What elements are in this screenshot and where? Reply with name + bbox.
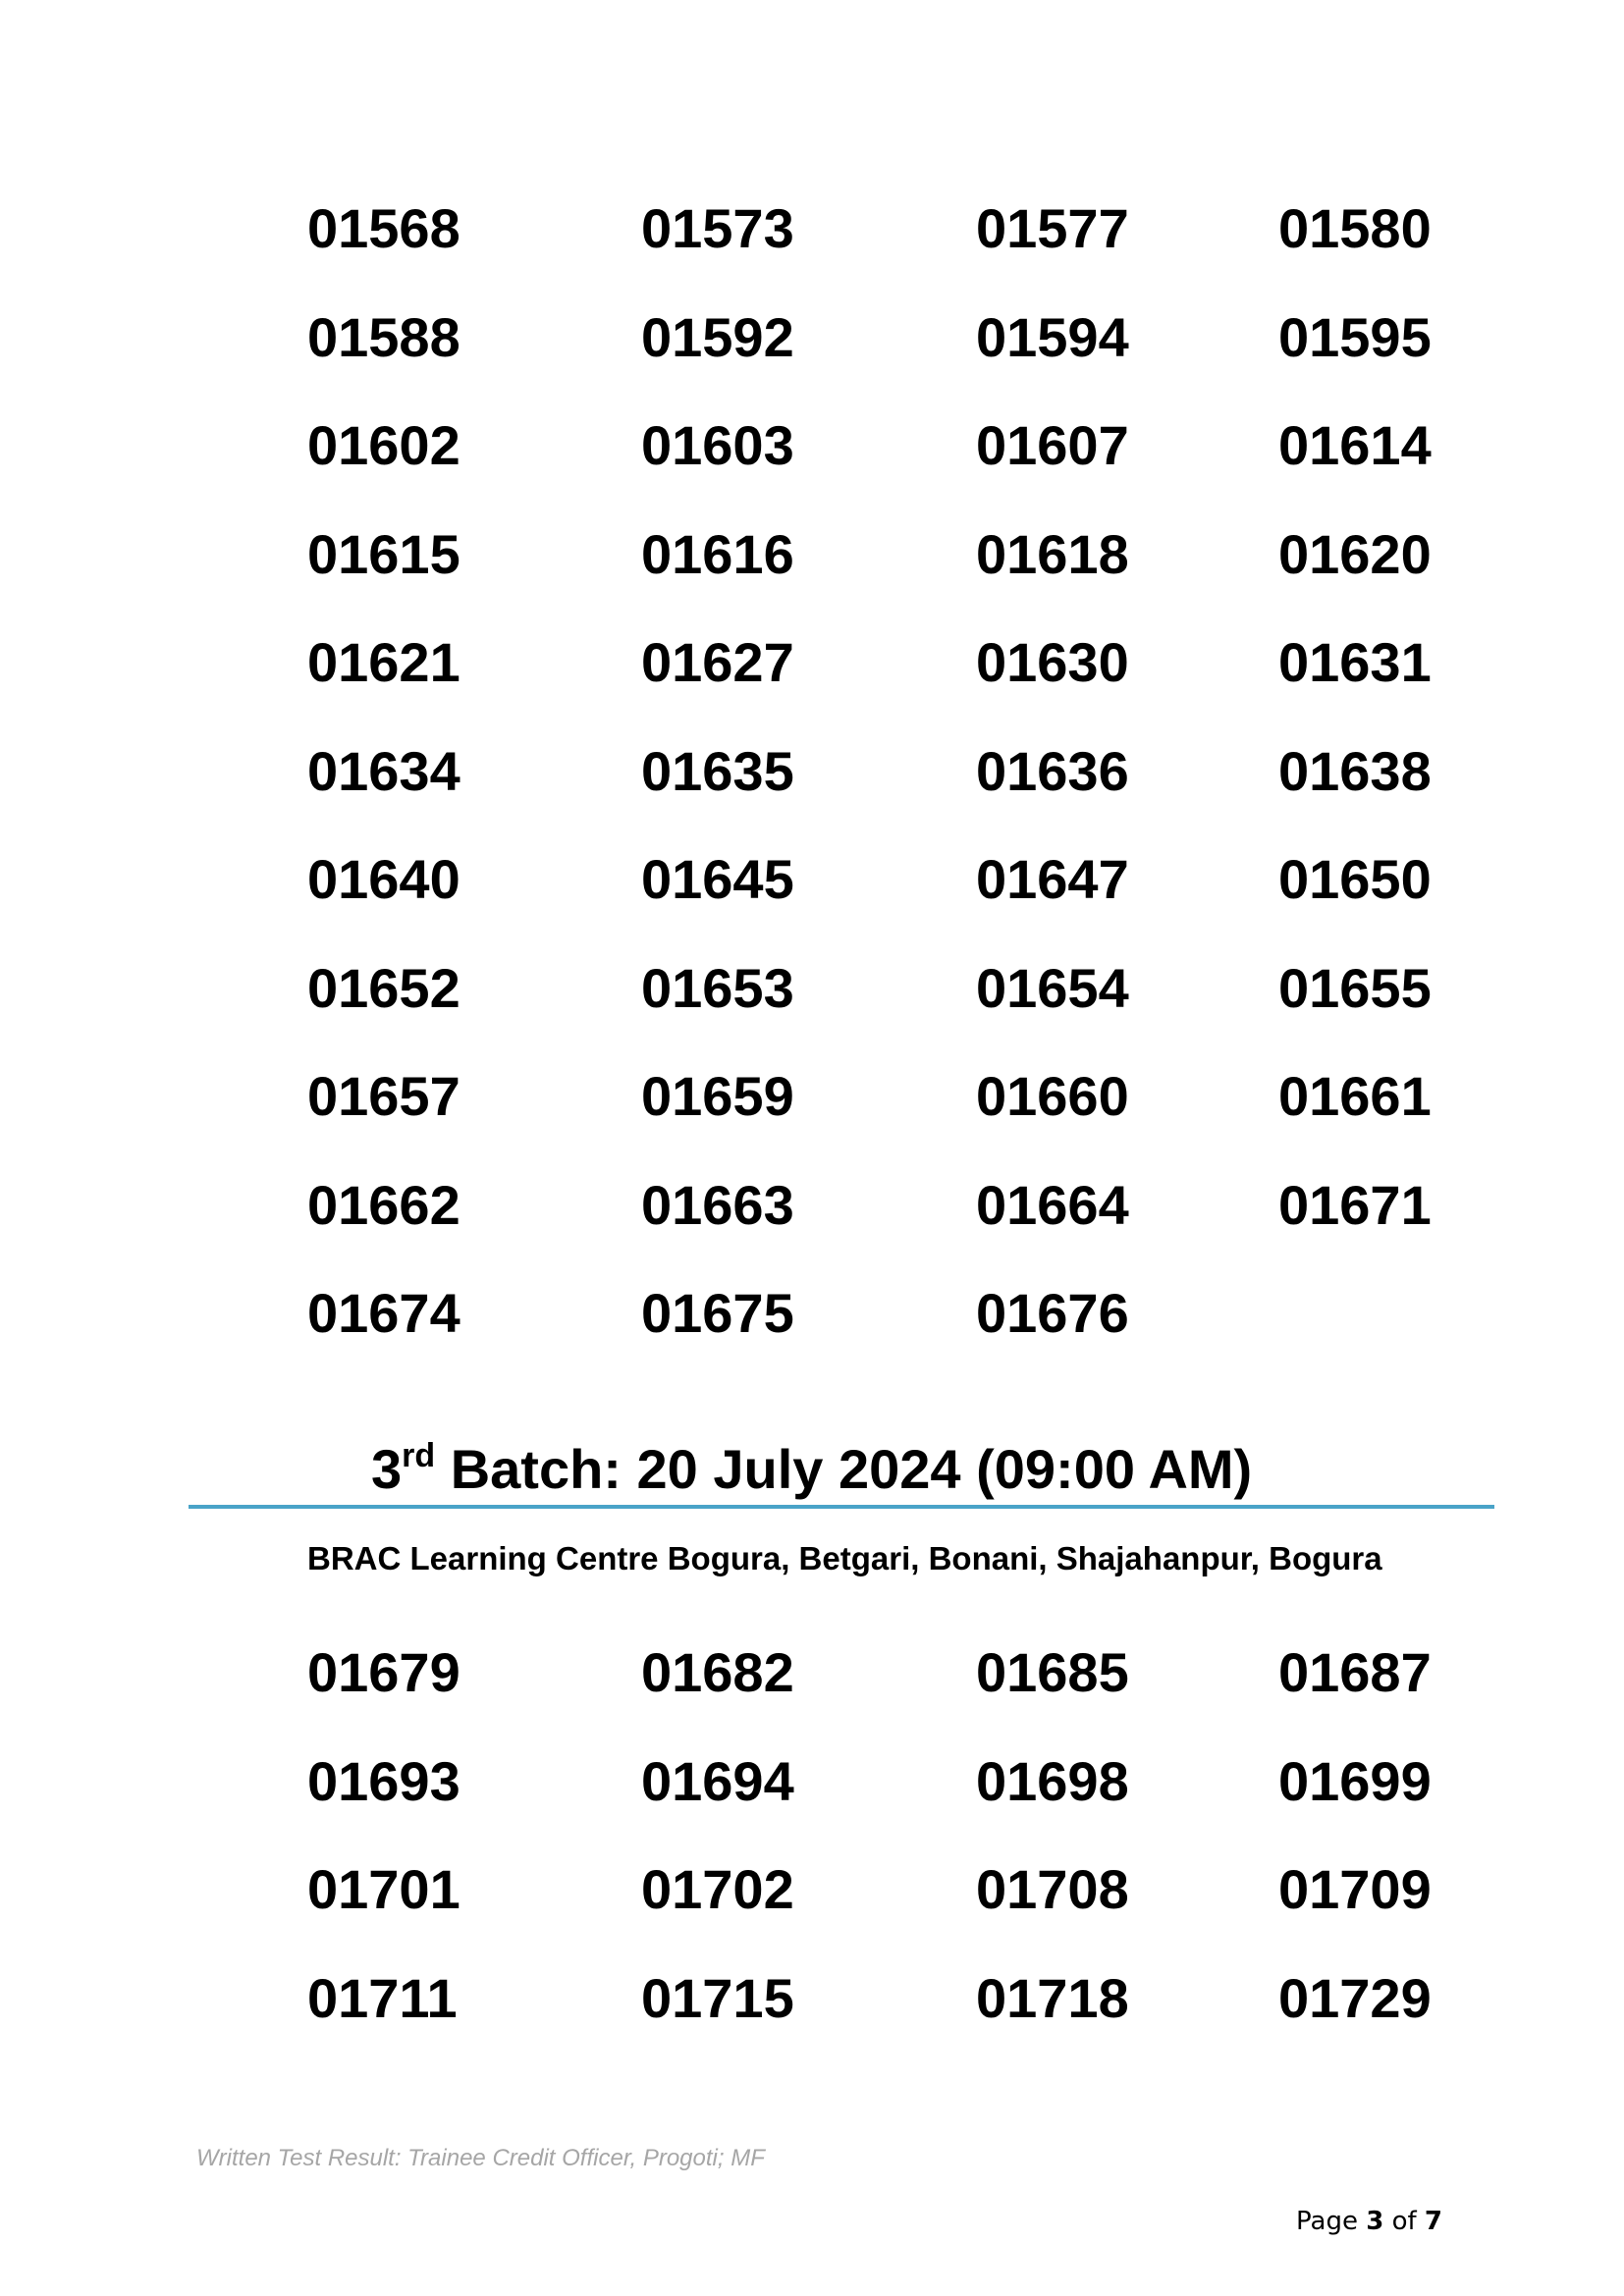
roll-number: 01687 <box>1278 1641 1432 1703</box>
roll-number: 01573 <box>641 197 794 259</box>
roll-number: 01614 <box>1278 414 1432 476</box>
roll-number: 01652 <box>307 957 460 1019</box>
roll-number: 01657 <box>307 1065 460 1127</box>
roll-number: 01711 <box>307 1967 458 2029</box>
roll-number: 01602 <box>307 414 460 476</box>
roll-row <box>0 194 1624 263</box>
roll-number: 01594 <box>976 306 1129 368</box>
roll-number: 01577 <box>976 197 1129 259</box>
roll-row <box>0 1279 1624 1348</box>
venue-line: BRAC Learning Centre Bogura, Betgari, Bonani, Shajahanpur, Bogura <box>307 1540 1382 1576</box>
roll-number: 01655 <box>1278 957 1432 1019</box>
roll-number: 01661 <box>1278 1065 1432 1127</box>
roll-row <box>0 1062 1624 1131</box>
roll-row <box>0 1638 1624 1707</box>
section-divider <box>189 1505 1494 1509</box>
roll-number: 01662 <box>307 1174 460 1236</box>
roll-number: 01729 <box>1278 1967 1432 2029</box>
page-prefix: Page <box>1296 2207 1367 2236</box>
roll-row <box>0 520 1624 589</box>
roll-number: 01588 <box>307 306 460 368</box>
roll-number: 01654 <box>976 957 1129 1019</box>
roll-number: 01615 <box>307 523 460 585</box>
roll-number: 01636 <box>976 740 1129 802</box>
roll-row <box>0 954 1624 1023</box>
roll-number: 01674 <box>307 1282 460 1344</box>
roll-number: 01595 <box>1278 306 1432 368</box>
page-middle: of <box>1383 2207 1425 2236</box>
page-total: 7 <box>1424 2207 1442 2236</box>
roll-number: 01699 <box>1278 1750 1432 1812</box>
roll-number: 01603 <box>641 414 794 476</box>
batch-title: Batch: 20 July 2024 (09:00 AM) <box>435 1438 1253 1500</box>
roll-number: 01701 <box>307 1858 460 1920</box>
roll-number: 01647 <box>976 848 1129 910</box>
roll-number: 01660 <box>976 1065 1129 1127</box>
roll-number: 01630 <box>976 631 1129 693</box>
roll-row <box>0 1171 1624 1240</box>
roll-number: 01718 <box>976 1967 1129 2029</box>
roll-number: 01694 <box>641 1750 794 1812</box>
roll-number: 01709 <box>1278 1858 1432 1920</box>
footer-note: Written Test Result: Trainee Credit Officer, Progoti; MF <box>196 2145 765 2171</box>
roll-number: 01682 <box>641 1641 794 1703</box>
roll-number: 01616 <box>641 523 794 585</box>
roll-number: 01675 <box>641 1282 794 1344</box>
roll-number: 01634 <box>307 740 460 802</box>
roll-row <box>0 411 1624 480</box>
roll-number: 01640 <box>307 848 460 910</box>
roll-number: 01638 <box>1278 740 1432 802</box>
roll-number: 01708 <box>976 1858 1129 1920</box>
roll-number: 01653 <box>641 957 794 1019</box>
roll-number: 01702 <box>641 1858 794 1920</box>
roll-number: 01568 <box>307 197 460 259</box>
roll-number: 01676 <box>976 1282 1129 1344</box>
roll-number: 01663 <box>641 1174 794 1236</box>
roll-number: 01620 <box>1278 523 1432 585</box>
roll-row <box>0 303 1624 372</box>
roll-row <box>0 737 1624 806</box>
roll-number: 01645 <box>641 848 794 910</box>
roll-number: 01685 <box>976 1641 1129 1703</box>
roll-row <box>0 1747 1624 1816</box>
roll-number: 01698 <box>976 1750 1129 1812</box>
roll-number: 01671 <box>1278 1174 1432 1236</box>
roll-number: 01715 <box>641 1967 794 2029</box>
batch-heading <box>371 1435 1252 1504</box>
roll-number: 01607 <box>976 414 1129 476</box>
roll-number: 01618 <box>976 523 1129 585</box>
roll-number: 01679 <box>307 1641 460 1703</box>
roll-number: 01693 <box>307 1750 460 1812</box>
roll-number: 01664 <box>976 1174 1129 1236</box>
roll-number: 01650 <box>1278 848 1432 910</box>
roll-row <box>0 628 1624 697</box>
roll-number: 01621 <box>307 631 460 693</box>
roll-number: 01631 <box>1278 631 1432 693</box>
batch-number: 3 <box>371 1438 403 1500</box>
roll-number: 01635 <box>641 740 794 802</box>
roll-number: 01659 <box>641 1065 794 1127</box>
page-number <box>1296 2207 1442 2236</box>
batch-ordinal-suffix: rd <box>402 1437 436 1474</box>
roll-number: 01580 <box>1278 197 1432 259</box>
roll-number: 01627 <box>641 631 794 693</box>
roll-number: 01592 <box>641 306 794 368</box>
page-current: 3 <box>1366 2207 1384 2236</box>
roll-row <box>0 845 1624 914</box>
roll-row <box>0 1855 1624 1924</box>
roll-row <box>0 1964 1624 2033</box>
